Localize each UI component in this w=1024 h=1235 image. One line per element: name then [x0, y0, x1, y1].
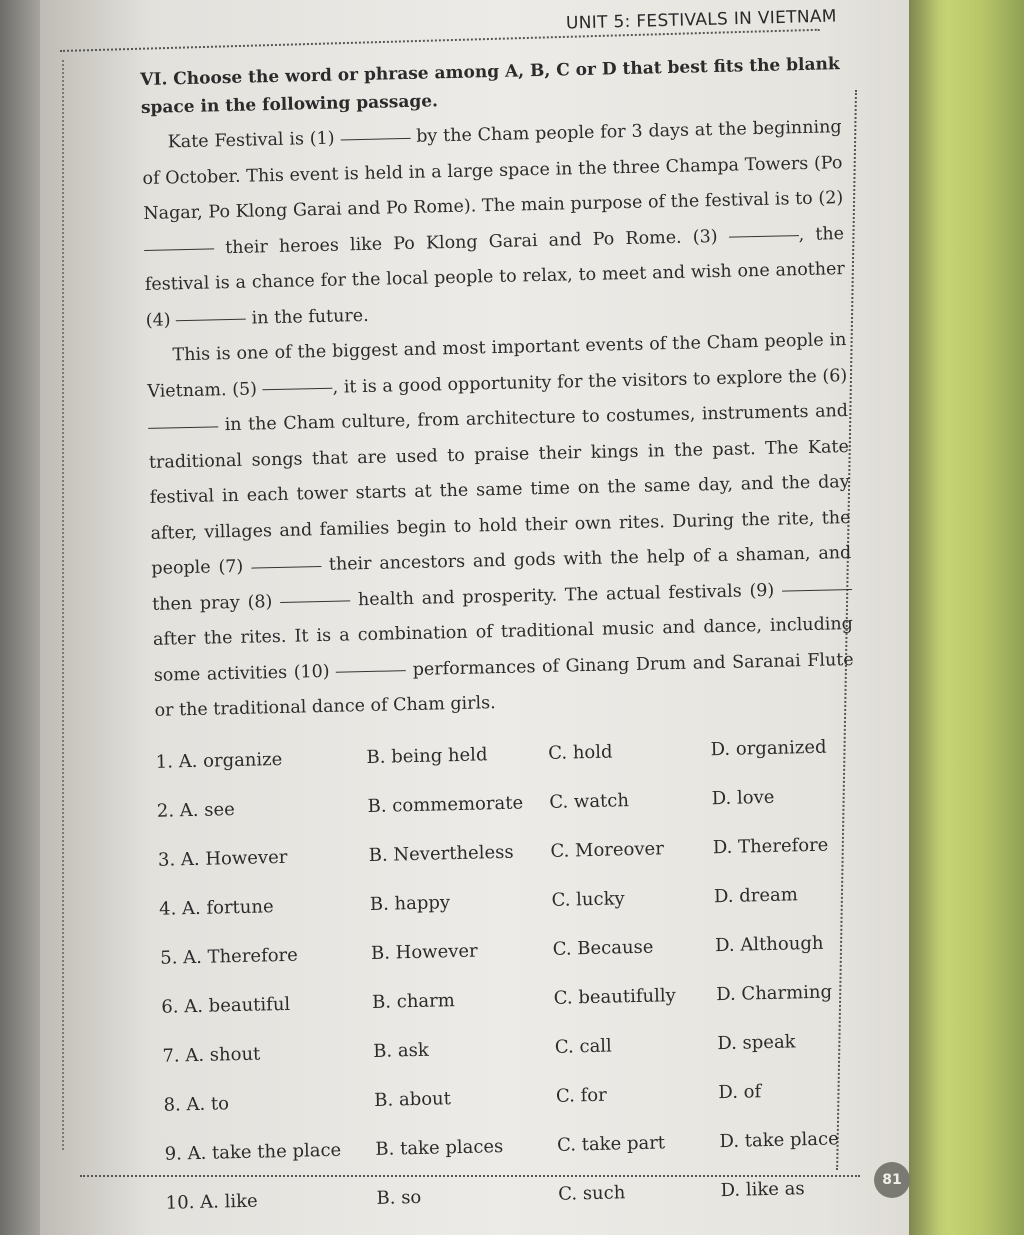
- option-d[interactable]: D. Therefore: [712, 834, 829, 858]
- option-a[interactable]: 10. A. like: [165, 1190, 258, 1214]
- option-a[interactable]: 4. A. fortune: [158, 895, 274, 920]
- blank-5[interactable]: [263, 387, 333, 391]
- option-c[interactable]: C. lucky: [551, 887, 625, 911]
- option-b[interactable]: B. being held: [366, 743, 488, 768]
- blank-10[interactable]: [336, 669, 406, 673]
- option-b[interactable]: B. Nevertheless: [368, 841, 514, 866]
- exercise-instruction: VI. Choose the word or phrase among A, B, C or D that best fits the blank space in the following passage.: [140, 54, 840, 118]
- passage-paragraph-1: Kate Festival is (1) by the Cham people for 3 days at the beginning of October. This event is held in a large space in the three Champa Towers (Po Nagar, Po Klong Garai and Po Rome). The main purpose of the festival is to (2) their heroes like Po Klong Garai and Po Rome. (3) , the festival is a chance for the local people to relax, to meet and wish one another (4) in the future.: [142, 117, 846, 331]
- option-a[interactable]: 8. A. to: [163, 1092, 230, 1116]
- option-a[interactable]: 6. A. beautiful: [161, 993, 291, 1018]
- option-b[interactable]: B. commemorate: [367, 792, 524, 817]
- passage-paragraph-2: This is one of the biggest and most important events of the Cham people in Vietnam. (5) , it is a good opportunity for the visitors to explore the (6) in the Cham culture, from architecture to costumes, instruments and traditional songs that are used to praise their kings in the past. The Kate festival in each tower starts at the same time on the same day, and the day after, villages and families begin to hold their own rites. During the rite, the people (7) their ancestors and gods with the help of a shaman, and then pray (8) health and prosperity. The actual festivals (9) after the rites. It is a combination of traditional music and dance, including some activities (10) performances of Ginang Drum and Saranai Flute or the traditional dance of Cham girls.: [147, 330, 854, 721]
- option-b[interactable]: B. ask: [372, 1039, 429, 1062]
- blank-6[interactable]: [148, 425, 218, 429]
- option-d[interactable]: D. dream: [713, 883, 798, 907]
- option-c[interactable]: C. such: [558, 1181, 626, 1205]
- exercise-content: [140, 50, 866, 1227]
- option-c[interactable]: C. take part: [556, 1131, 666, 1156]
- blank-9[interactable]: [782, 588, 852, 592]
- blank-7[interactable]: [251, 565, 321, 569]
- option-a[interactable]: 5. A. Therefore: [159, 944, 299, 969]
- option-d[interactable]: D. Charming: [715, 981, 833, 1005]
- option-d[interactable]: D. like as: [720, 1177, 805, 1201]
- unit-title: UNIT 5: FESTIVALS IN VIETNAM: [565, 6, 837, 34]
- option-d[interactable]: D. speak: [717, 1030, 796, 1054]
- option-d[interactable]: D. take place: [719, 1127, 839, 1152]
- answer-options: [155, 721, 866, 1227]
- blank-1[interactable]: [340, 136, 410, 140]
- blank-4[interactable]: [176, 318, 246, 322]
- page-border-left: [62, 60, 64, 1150]
- option-a[interactable]: 1. A. organize: [155, 748, 283, 773]
- blank-8[interactable]: [280, 599, 350, 603]
- option-b[interactable]: B. so: [376, 1186, 422, 1209]
- option-b[interactable]: B. about: [374, 1087, 452, 1111]
- option-a[interactable]: 9. A. take the place: [164, 1139, 342, 1165]
- option-b[interactable]: B. However: [370, 940, 478, 964]
- option-b[interactable]: B. take places: [375, 1135, 504, 1160]
- page-number: 81: [874, 1162, 910, 1198]
- option-d[interactable]: D. of: [718, 1080, 762, 1103]
- option-c[interactable]: C. Because: [552, 936, 654, 960]
- option-c[interactable]: C. call: [554, 1035, 613, 1058]
- option-c[interactable]: C. hold: [547, 740, 613, 764]
- blank-2[interactable]: [144, 247, 214, 251]
- passage: [141, 110, 855, 729]
- option-b[interactable]: B. charm: [371, 989, 456, 1013]
- option-c[interactable]: C. watch: [549, 789, 630, 813]
- option-b[interactable]: B. happy: [369, 891, 451, 915]
- option-d[interactable]: D. Although: [714, 932, 824, 956]
- option-c[interactable]: C. for: [555, 1084, 607, 1107]
- green-background-strip: [909, 0, 1024, 1235]
- option-d[interactable]: D. love: [711, 786, 775, 809]
- option-a[interactable]: 3. A. However: [157, 846, 288, 871]
- option-c[interactable]: C. beautifully: [553, 984, 677, 1009]
- option-a[interactable]: 2. A. see: [156, 798, 236, 822]
- option-a[interactable]: 7. A. shout: [162, 1043, 261, 1067]
- blank-3[interactable]: [729, 234, 799, 238]
- option-c[interactable]: C. Moreover: [550, 837, 665, 862]
- option-d[interactable]: D. organized: [710, 736, 827, 760]
